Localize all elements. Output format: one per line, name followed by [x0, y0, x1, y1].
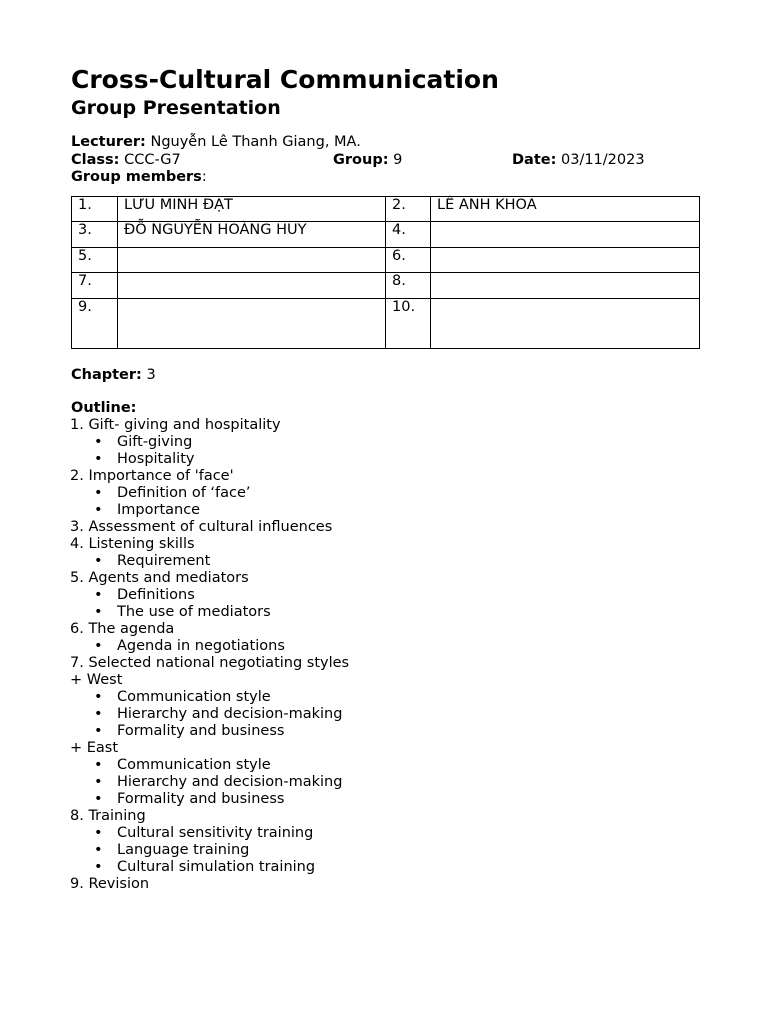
bullet-icon: • [94, 553, 103, 569]
date-label: Date: [512, 151, 557, 168]
outline-item: 9. Revision [70, 876, 150, 892]
outline-subitem-text: Definition of ‘face’ [117, 485, 251, 501]
group-value: 9 [393, 151, 403, 168]
class-group-date-row [71, 152, 698, 170]
chapter-label: Chapter: [71, 367, 142, 383]
outline-subitem [71, 604, 698, 621]
member-number: 6. [386, 247, 431, 273]
outline-item: 6. The agenda [70, 621, 175, 637]
outline-subitem [71, 757, 698, 774]
group-members-label: Group members [71, 169, 202, 185]
document-subtitle: Group Presentation [71, 97, 281, 119]
outline-subitem-text: Definitions [117, 587, 195, 603]
member-number: 5. [72, 247, 118, 273]
bullet-icon: • [94, 451, 103, 467]
outline-subitem [71, 587, 698, 604]
member-row [72, 222, 700, 248]
member-row [72, 298, 700, 349]
outline-subitem [71, 502, 698, 519]
bullet-icon: • [94, 587, 103, 603]
member-row [72, 273, 700, 299]
outline-subitem [71, 689, 698, 706]
document-title: Cross-Cultural Communication [71, 65, 499, 94]
group-label: Group: [333, 151, 389, 168]
member-name [431, 273, 700, 299]
outline-subitem [71, 791, 698, 808]
class-label: Class: [71, 151, 120, 168]
group-field [333, 152, 402, 170]
outline-item: + East [70, 740, 119, 756]
members-table [71, 196, 700, 350]
outline-item: 8. Training [70, 808, 146, 824]
bullet-icon: • [94, 723, 103, 739]
outline-subitem [71, 638, 698, 655]
lecturer-row [71, 134, 698, 152]
outline-subitem-text: Formality and business [117, 723, 285, 739]
member-number: 3. [72, 222, 118, 248]
outline-item: 5. Agents and mediators [70, 570, 249, 586]
outline-subitem [71, 451, 698, 468]
member-name [118, 298, 386, 349]
bullet-icon: • [94, 638, 103, 654]
bullet-icon: • [94, 825, 103, 841]
outline-item: 7. Selected national negotiating styles [70, 655, 350, 671]
outline-section [71, 400, 698, 893]
lecturer-value: Nguyễn Lê Thanh Giang, MA. [150, 134, 361, 150]
bullet-icon: • [94, 842, 103, 858]
date-field [512, 152, 645, 170]
outline-subitem [71, 723, 698, 740]
member-number: 10. [386, 298, 431, 349]
outline-subitem [71, 859, 698, 876]
member-name: LƯU MINH ĐẠT [118, 196, 386, 222]
member-name [118, 247, 386, 273]
outline-subitem-text: Cultural sensitivity training [117, 825, 314, 841]
member-name [431, 222, 700, 248]
outline-subitem-text: The use of mediators [117, 604, 271, 620]
bullet-icon: • [94, 774, 103, 790]
outline-list [71, 417, 698, 893]
bullet-icon: • [94, 434, 103, 450]
outline-item: 4. Listening skills [70, 536, 195, 552]
outline-subitem-text: Agenda in negotiations [117, 638, 285, 654]
outline-subitem [71, 774, 698, 791]
member-row [72, 196, 700, 222]
class-value: CCC-G7 [124, 151, 181, 168]
chapter-value: 3 [146, 367, 156, 383]
outline-subitem [71, 842, 698, 859]
member-number: 9. [72, 298, 118, 349]
bullet-icon: • [94, 859, 103, 875]
outline-subitem-text: Hierarchy and decision-making [117, 706, 343, 722]
member-number: 7. [72, 273, 118, 299]
member-number: 4. [386, 222, 431, 248]
outline-subitem [71, 553, 698, 570]
member-name: LÊ ANH KHOA [431, 196, 700, 222]
outline-subitem-text: Language training [117, 842, 250, 858]
bullet-icon: • [94, 706, 103, 722]
group-members-colon: : [201, 169, 207, 185]
outline-subitem [71, 485, 698, 502]
bullet-icon: • [94, 791, 103, 807]
outline-subitem-text: Importance [117, 502, 201, 518]
member-name [431, 247, 700, 273]
outline-heading: Outline: [71, 400, 137, 416]
outline-subitem-text: Gift-giving [117, 434, 193, 450]
outline-item: 1. Gift- giving and hospitality [70, 417, 281, 433]
bullet-icon: • [94, 604, 103, 620]
meta-block [71, 134, 698, 187]
bullet-icon: • [94, 689, 103, 705]
date-value: 03/11/2023 [561, 151, 645, 168]
member-name [431, 298, 700, 349]
member-number: 8. [386, 273, 431, 299]
outline-subitem-text: Communication style [117, 689, 271, 705]
outline-subitem-text: Hierarchy and decision-making [117, 774, 343, 790]
outline-subitem [71, 706, 698, 723]
member-name [118, 273, 386, 299]
outline-subitem [71, 434, 698, 451]
lecturer-label: Lecturer: [71, 134, 146, 150]
outline-subitem-text: Hospitality [117, 451, 195, 467]
member-number: 1. [72, 196, 118, 222]
outline-item: 3. Assessment of cultural influences [70, 519, 333, 535]
bullet-icon: • [94, 757, 103, 773]
group-members-row [71, 169, 698, 187]
document-page [71, 64, 698, 893]
outline-subitem-text: Communication style [117, 757, 271, 773]
outline-item: + West [70, 672, 123, 688]
outline-subitem-text: Requirement [117, 553, 211, 569]
bullet-icon: • [94, 485, 103, 501]
chapter-line [71, 367, 698, 384]
outline-subitem-text: Formality and business [117, 791, 285, 807]
bullet-icon: • [94, 502, 103, 518]
member-name: ĐỖ NGUYỄN HOÀNG HUY [118, 222, 386, 248]
member-row [72, 247, 700, 273]
outline-subitem-text: Cultural simulation training [117, 859, 316, 875]
outline-subitem [71, 825, 698, 842]
class-field [71, 152, 181, 170]
outline-item: 2. Importance of 'face' [70, 468, 234, 484]
member-number: 2. [386, 196, 431, 222]
